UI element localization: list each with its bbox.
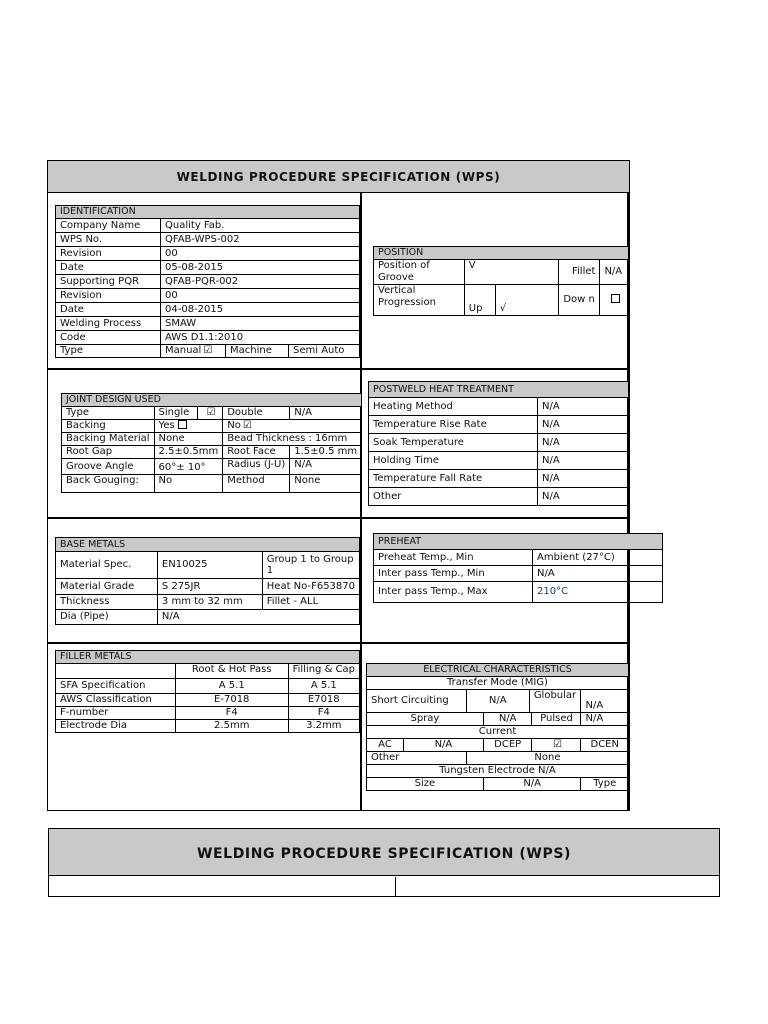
fillet-value: N/A: [600, 260, 629, 285]
center-divider: [360, 193, 362, 811]
table-row: Welding Process SMAW: [56, 317, 360, 331]
backing-no-checked-icon: ☑: [242, 420, 252, 431]
preheat-header: PREHEAT: [374, 534, 663, 550]
table-row: Heating Method N/A: [369, 398, 629, 416]
table-row: Inter pass Temp., Max 210°C: [374, 582, 663, 603]
pwht-table: [368, 381, 629, 506]
dcep-checked-icon: ☑: [553, 739, 562, 750]
position-groove-value: V: [464, 260, 558, 285]
position-groove-label: Position of Groove: [374, 260, 465, 285]
filler-metals-header: FILLER METALS: [56, 651, 360, 664]
table-row: Other N/A: [369, 488, 629, 506]
filler-col-filling: Filling & Cap: [288, 664, 359, 679]
table-row: Holding Time N/A: [369, 452, 629, 470]
table-row: F-number F4 F4: [56, 707, 360, 720]
electrical-header: ELECTRICAL CHARACTERISTICS: [367, 664, 629, 677]
preheat-table: [373, 533, 663, 603]
page-title-text: WELDING PROCEDURE SPECIFICATION (WPS): [176, 170, 501, 184]
joint-design-header: JOINT DESIGN USED: [62, 394, 362, 407]
second-page-title-text: WELDING PROCEDURE SPECIFICATION (WPS): [196, 846, 572, 862]
joint-design-table: JOINT DESIGN USED Type Single ☑ Double N/A Backing Yes No ☑ Backing Material None Bead Thickness : 16mm Root Gap 2.5±0.5mm Root Face 1.5±0.5 mm Groove Angle 60°± 10° Radius (J-U) N/A Back Gouging: No Method None: [61, 393, 362, 493]
table-row: Type Manual ☑ Machine Semi Auto: [56, 345, 360, 358]
identification-header: IDENTIFICATION: [56, 206, 360, 219]
table-row: Electrode Dia 2.5mm 3.2mm: [56, 720, 360, 733]
type-manual-label: Manual: [165, 345, 202, 356]
filler-col-root: Root & Hot Pass: [175, 664, 288, 679]
backing-yes-checkbox-icon: [178, 420, 187, 429]
table-row: AWS Classification E-7018 E7018: [56, 694, 360, 707]
checked-box-icon: ☑: [203, 345, 213, 356]
type-machine-label: Machine: [226, 345, 289, 357]
table-row: Date 05-08-2015: [56, 261, 360, 275]
table-row: SFA Specification A 5.1 A 5.1: [56, 679, 360, 694]
table-row: Revision 00: [56, 247, 360, 261]
table-row: WPS No. QFAB-WPS-002: [56, 233, 360, 247]
pwht-header: POSTWELD HEAT TREATMENT: [369, 382, 629, 398]
table-row: Company Name Quality Fab.: [56, 219, 360, 233]
table-row: Date 04-08-2015: [56, 303, 360, 317]
fillet-label: Fillet: [558, 260, 600, 285]
table-row: Supporting PQR QFAB-PQR-002: [56, 275, 360, 289]
down-checkbox-icon: [611, 294, 620, 303]
vertical-progression-label: Vertical Progression: [374, 285, 465, 316]
table-row: Temperature Fall Rate N/A: [369, 470, 629, 488]
page-title: [48, 161, 629, 193]
divider-2: [47, 517, 630, 519]
table-row: Revision 00: [56, 289, 360, 303]
table-row: Preheat Temp., Min Ambient (27°C): [374, 550, 663, 566]
divider-3: [47, 642, 630, 644]
single-checked-icon: ☑: [206, 407, 216, 418]
table-row: Code AWS D1.1:2010: [56, 331, 360, 345]
table-row: Inter pass Temp., Min N/A: [374, 566, 663, 582]
up-label: Up: [464, 285, 495, 316]
filler-metals-table: [55, 650, 360, 733]
base-metals-table: BASE METALS Material Spec. EN10025 Group 1 to Group 1 Material Grade S 275JR Heat No-F653870 Thickness 3 mm to 32 mm Fillet - ALL Dia (Pipe) N/A: [55, 537, 360, 625]
identification-table: [55, 205, 360, 358]
down-label: Dow n: [558, 285, 600, 316]
table-row: Temperature Rise Rate N/A: [369, 416, 629, 434]
electrical-table: ELECTRICAL CHARACTERISTICS Transfer Mode (MIG) Short Circuiting N/A Globular N/A Spray N/A Pulsed N/A Current AC N/A DCEP ☑ DCEN Other None Tungsten Electrode N/A Size N/A Type: [366, 663, 629, 791]
base-metals-header: BASE METALS: [56, 538, 360, 552]
divider-1: [47, 368, 630, 370]
type-semi-auto-label: Semi Auto: [293, 345, 345, 356]
up-check-mark: √: [495, 285, 558, 316]
position-table: [373, 246, 629, 316]
second-page-divider: [395, 877, 396, 897]
position-header: POSITION: [374, 247, 629, 260]
second-page-title: [49, 829, 719, 876]
table-row: Soak Temperature N/A: [369, 434, 629, 452]
